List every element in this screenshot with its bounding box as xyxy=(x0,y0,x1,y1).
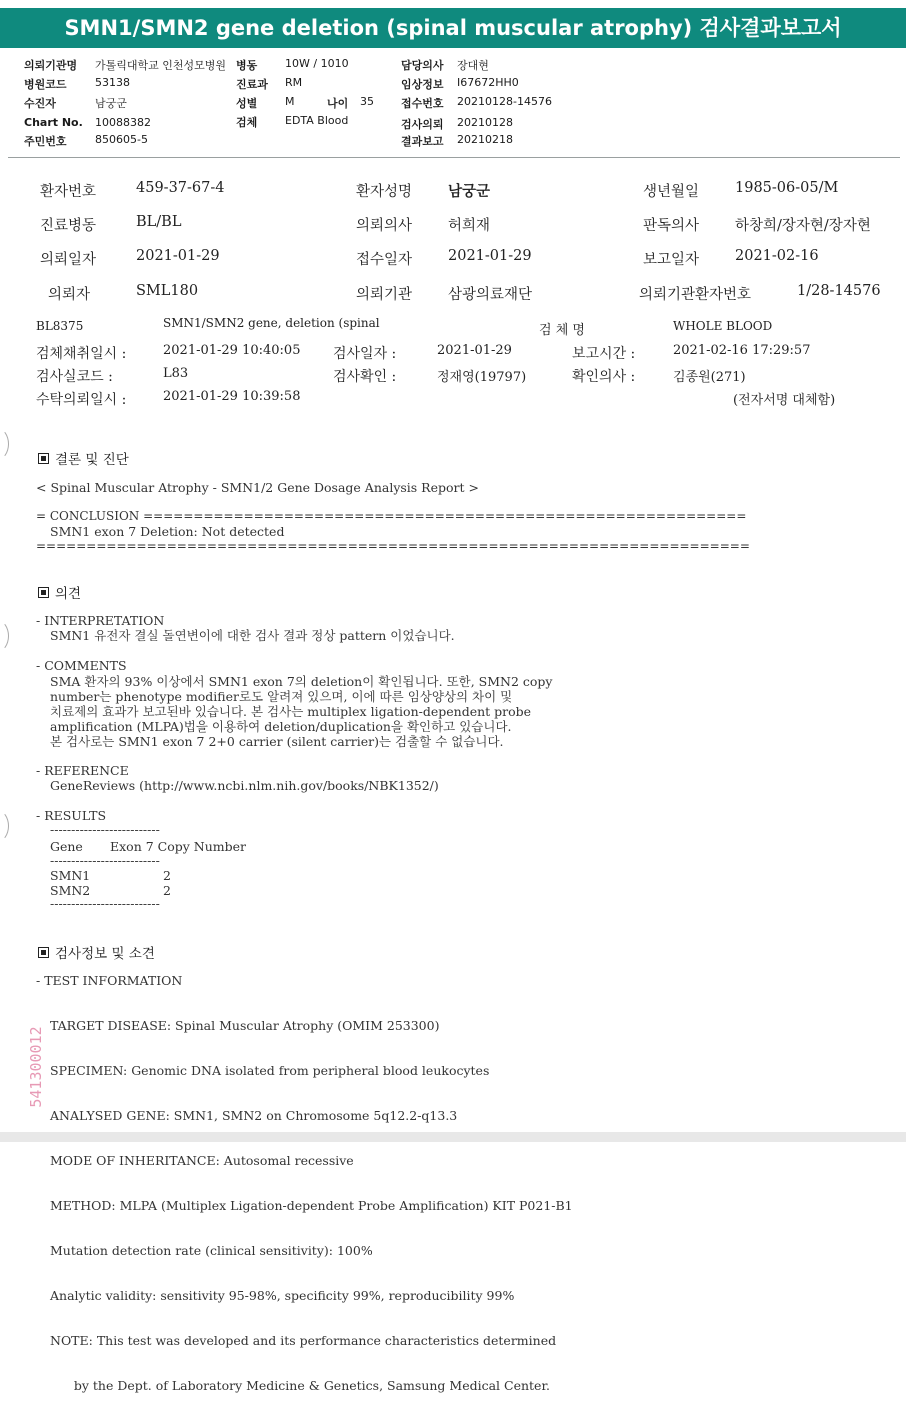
comments-body xyxy=(50,674,553,749)
reference-text: GeneReviews (http://www.ncbi.nlm.nih.gov/books/NBK1352/) xyxy=(50,778,439,793)
specimen: EDTA Blood xyxy=(285,114,349,127)
comments-line: number는 phenotype modifier로도 알려져 있으며, 이에 따른 임상양상의 차이 및 xyxy=(50,689,513,704)
exam-date-value: 2021-01-29 xyxy=(437,343,512,358)
sex-label: 성별 xyxy=(236,97,258,110)
receipt-no: 20210128-14576 xyxy=(457,95,552,108)
patient-info-label: 생년월일 xyxy=(643,184,700,200)
comments-line: SMA 환자의 93% 이상에서 SMN1 exon 7의 deletion이 확인됩니다. 또한, SMN2 copy xyxy=(50,674,553,689)
section-heading-info xyxy=(38,942,155,962)
section-heading-text: 결론 및 진단 xyxy=(55,452,129,468)
ward: 10W / 1010 xyxy=(285,57,349,70)
entrust-label: 수탁의뢰일시 : xyxy=(36,392,127,408)
test-info-line: SPECIMEN: Genomic DNA isolated from peripheral blood leukocytes xyxy=(50,1063,490,1078)
patient-info-label: 의뢰일자 xyxy=(40,252,97,268)
patient-info-value: 삼광의료재단 xyxy=(448,287,533,303)
patient-info-label: 의뢰의사 xyxy=(356,218,413,234)
results-header-gene: Gene xyxy=(50,839,83,854)
ward-label: 병동 xyxy=(236,59,258,72)
test-info-line: ANALYSED GENE: SMN1, SMN2 on Chromosome 5q12.2-q13.3 xyxy=(50,1108,458,1123)
specimen-name-value: WHOLE BLOOD xyxy=(673,319,773,333)
patient-info-value: 2021-02-16 xyxy=(735,248,819,264)
test-name: SMN1/SMN2 gene, deletion (spinal xyxy=(163,316,380,330)
collect-value: 2021-01-29 10:40:05 xyxy=(163,343,301,358)
hospital-code-label: 병원코드 xyxy=(24,78,67,91)
exam-date-label: 검사일자 : xyxy=(333,346,397,362)
specimen-label: 검체 xyxy=(236,116,258,129)
patient-info-label: 접수일자 xyxy=(356,252,413,268)
patient-info-label: 환자번호 xyxy=(40,184,97,200)
patient: 남궁군 xyxy=(95,97,127,110)
checkbox-square-icon xyxy=(38,453,49,464)
resident-no-label: 주민번호 xyxy=(24,135,67,148)
entrust-value: 2021-01-29 10:39:58 xyxy=(163,389,301,404)
confirm-label: 검사확인 : xyxy=(333,369,397,385)
reference-title: - REFERENCE xyxy=(36,763,129,778)
results-copy: 2 xyxy=(163,868,171,883)
test-info-line: Analytic validity: sensitivity 95-98%, specificity 99%, reproducibility 99% xyxy=(50,1288,515,1303)
patient-info-value: 남궁군 xyxy=(448,183,491,200)
patient-info-label: 의뢰자 xyxy=(48,287,91,303)
clinical-info: I67672HH0 xyxy=(457,76,519,89)
patient-info-label: 진료병동 xyxy=(40,218,97,234)
receipt-no-label: 접수번호 xyxy=(401,97,444,110)
report-date: 20210218 xyxy=(457,133,513,146)
bottom-edge xyxy=(0,1132,906,1142)
collect-label: 검체채취일시 : xyxy=(36,346,127,362)
patient-info-value: 459-37-67-4 xyxy=(136,180,225,196)
binder-hole-mark xyxy=(0,428,9,460)
interpretation-text: SMN1 유전자 결실 돌연변이에 대한 검사 결과 정상 pattern 이었습니다. xyxy=(50,628,455,643)
requesting-institution-label: 의뢰기관명 xyxy=(24,59,78,72)
request-date: 20210128 xyxy=(457,116,513,129)
report-subtitle: < Spinal Muscular Atrophy - SMN1/2 Gene Dosage Analysis Report > xyxy=(36,480,479,495)
clinical-info-label: 임상정보 xyxy=(401,78,444,91)
chart-label: Chart No. xyxy=(24,116,83,129)
esign-note: (전자서명 대체함) xyxy=(733,393,836,408)
results-gene: SMN1 xyxy=(50,868,91,883)
patient-info-label: 의뢰기관 xyxy=(356,287,413,303)
dept-label: 진료과 xyxy=(236,78,268,91)
report-time-label: 보고시간 : xyxy=(572,346,636,362)
results-copy: 2 xyxy=(163,883,171,898)
section-heading-opinion xyxy=(38,582,81,602)
section-heading-text: 검사정보 및 소견 xyxy=(55,946,155,962)
patient-info-label: 환자성명 xyxy=(356,184,413,200)
patient-info-label: 의뢰기관환자번호 xyxy=(639,287,752,303)
report-date-label: 결과보고 xyxy=(401,135,444,148)
results-rule: -------------------------- xyxy=(50,853,160,868)
binder-hole-mark xyxy=(0,810,9,842)
side-stamp-text: 541300012 xyxy=(27,1026,45,1108)
hospital-code: 53138 xyxy=(95,76,130,89)
chart-no: 10088382 xyxy=(95,116,151,129)
test-info-body xyxy=(50,988,573,1408)
test-info-line: by the Dept. of Laboratory Medicine & Genetics, Samsung Medical Center. xyxy=(50,1378,551,1393)
patient-label: 수진자 xyxy=(24,97,56,110)
patient-info-value: BL/BL xyxy=(136,214,182,230)
requesting-institution: 가톨릭대학교 인천성모병원 xyxy=(95,59,227,72)
patient-info-label: 보고일자 xyxy=(643,252,700,268)
report-title: SMN1/SMN2 gene deletion (spinal muscular atrophy) 검사결과보고서 xyxy=(0,8,906,48)
test-info-title: - TEST INFORMATION xyxy=(36,973,183,988)
comments-line: 본 검사로는 SMN1 exon 7 2+0 carrier (silent carrier)는 검출할 수 없습니다. xyxy=(50,734,504,749)
binder-hole-mark xyxy=(0,620,9,652)
results-gene: SMN2 xyxy=(50,883,91,898)
patient-info-value: 하창희/장자현/장자현 xyxy=(735,218,871,234)
report-time-value: 2021-02-16 17:29:57 xyxy=(673,343,811,358)
dept: RM xyxy=(285,76,303,89)
patient-info-value: 허희재 xyxy=(448,218,491,234)
section-heading-text: 의견 xyxy=(55,586,82,602)
header-divider xyxy=(8,157,900,158)
results-rule: -------------------------- xyxy=(50,896,160,911)
comments-line: amplification (MLPA)법을 이용하여 deletion/duplication을 확인하고 있습니다. xyxy=(50,719,512,734)
patient-info-value: 1985-06-05/M xyxy=(735,180,839,196)
results-rule: -------------------------- xyxy=(50,822,160,837)
specimen-name-label: 검 체 명 xyxy=(539,323,585,338)
comments-line: 치료제의 효과가 보고된바 있습니다. 본 검사는 multiplex ligation-dependent probe xyxy=(50,704,532,719)
age-label: 나이 xyxy=(327,97,349,110)
test-code: BL8375 xyxy=(36,319,84,333)
sex: M xyxy=(285,95,295,108)
patient-info-value: SML180 xyxy=(136,283,199,299)
patient-info-value: 1/28-14576 xyxy=(797,283,881,299)
confirmer-value: 김종원(271) xyxy=(673,370,746,385)
interpretation-title: - INTERPRETATION xyxy=(36,613,165,628)
request-date-label: 검사의뢰 xyxy=(401,118,444,131)
test-info-line: Mutation detection rate (clinical sensitivity): 100% xyxy=(50,1243,373,1258)
test-info-line: METHOD: MLPA (Multiplex Ligation-dependent Probe Amplification) KIT P021-B1 xyxy=(50,1198,573,1213)
patient-info-value: 2021-01-29 xyxy=(136,248,220,264)
confirm-value: 정재영(19797) xyxy=(437,370,527,385)
resident-no: 850605-5 xyxy=(95,133,148,146)
patient-info-label: 판독의사 xyxy=(643,218,700,234)
results-title: - RESULTS xyxy=(36,808,107,823)
room-label: 검사실코드 : xyxy=(36,369,113,385)
test-info-line: NOTE: This test was developed and its performance characteristics determined xyxy=(50,1333,557,1348)
section-heading-conclusion xyxy=(38,448,129,468)
results-header-copy: Exon 7 Copy Number xyxy=(110,839,246,854)
comments-title: - COMMENTS xyxy=(36,658,127,673)
confirmer-label: 확인의사 : xyxy=(572,369,636,385)
conclusion-text: SMN1 exon 7 Deletion: Not detected xyxy=(50,524,285,539)
test-info-line: MODE OF INHERITANCE: Autosomal recessive xyxy=(50,1153,354,1168)
doctor: 장대현 xyxy=(457,59,489,72)
room-value: L83 xyxy=(163,366,189,381)
side-stamp xyxy=(24,1010,44,1130)
conclusion-rule-top: = CONCLUSION ============================================================ xyxy=(36,509,747,523)
conclusion-rule-bottom: ======================================================================= xyxy=(36,539,750,553)
age: 35 xyxy=(360,95,374,108)
checkbox-square-icon xyxy=(38,587,49,598)
test-info-line: TARGET DISEASE: Spinal Muscular Atrophy (OMIM 253300) xyxy=(50,1018,440,1033)
patient-info-value: 2021-01-29 xyxy=(448,248,532,264)
checkbox-square-icon xyxy=(38,947,49,958)
doctor-label: 담당의사 xyxy=(401,59,444,72)
